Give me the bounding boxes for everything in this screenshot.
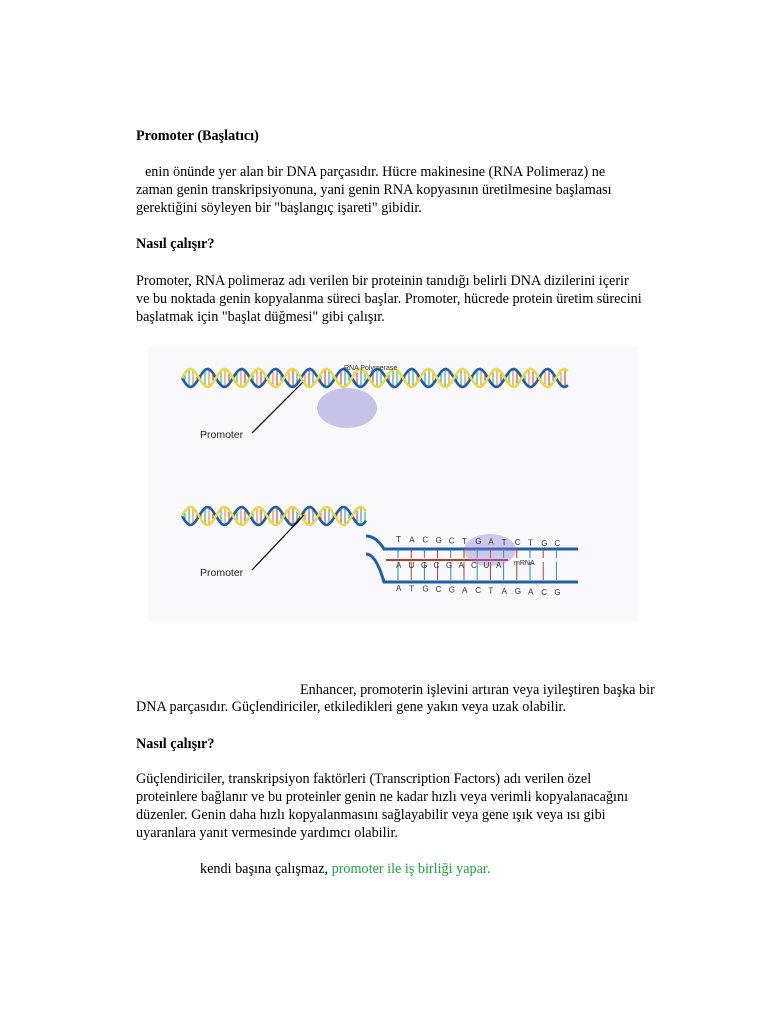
sequence-letter: A — [528, 587, 534, 597]
sequence-letter: C — [514, 538, 521, 548]
sequence-letter: G — [421, 561, 428, 570]
sequence-letter: U — [483, 561, 490, 570]
enhancer-how-line-2: proteinlere bağlanır ve bu proteinler genin ne kadar hızlı veya verimli kopyalanacağını — [136, 789, 629, 805]
sequence-letter: C — [433, 561, 440, 570]
sequence-letter: T — [528, 538, 533, 548]
sequence-letter: C — [475, 586, 481, 596]
promoter-how-line-2: ve bu noktada genin kopyalanma süreci başlar. Promoter, hücrede protein üretim sürecini — [136, 291, 642, 307]
closing-line-plain: kendi başına çalışmaz, — [200, 861, 332, 877]
sequence-letter: A — [462, 585, 468, 595]
sequence-letter: G — [514, 587, 522, 597]
promoter-label-top: Promoter — [200, 429, 244, 441]
sequence-letter: C — [435, 585, 442, 595]
promoter-desc-line-3: gerektiğini söyleyen bir "başlangıç işareti" gibidir. — [136, 200, 422, 216]
sequence-letter: C — [422, 535, 429, 545]
sequence-letter: C — [471, 561, 477, 570]
promoter-how-line-1: Promoter, RNA polimeraz adı verilen bir proteinin tanıdığı belirli DNA dizilerini içerir — [136, 273, 629, 289]
rna-polymerase-label: RNA Polymerase — [344, 365, 398, 372]
heading-how-it-works-2: Nasıl çalışır? — [136, 736, 215, 752]
promoter-how-line-3: başlatmak için "başlat düğmesi" gibi çalışır. — [136, 309, 385, 325]
sequence-letter: T — [396, 535, 401, 544]
sequence-letter: A — [396, 584, 402, 593]
heading-how-it-works-1: Nasıl çalışır? — [136, 236, 215, 252]
closing-line — [200, 861, 490, 879]
sequence-letter: A — [501, 586, 507, 596]
sequence-letter: G — [475, 537, 482, 547]
closing-line-highlight: promoter ile iş birliği yapar. — [331, 861, 491, 877]
sequence-letter: G — [422, 584, 429, 594]
promoter-desc-line-1: enin önünde yer alan bir DNA parçasıdır. Hücre makinesine (RNA Polimeraz) ne — [145, 164, 606, 180]
promoter-desc-line-2: zaman genin transkripsiyonuna, yani genin RNA kopyasının üretilmesine başlaması — [136, 182, 612, 198]
sequence-letter: T — [501, 537, 507, 547]
enhancer-how-line-4: uyaranlara yanıt vermesinde yardımcı olabilir. — [136, 825, 398, 841]
enhancer-how-line-1: Güçlendiriciler, transkripsiyon faktörleri (Transcription Factors) adı verilen özel — [136, 771, 592, 787]
sequence-letter: G — [541, 538, 548, 548]
sequence-letter: U — [408, 561, 415, 570]
sequence-letter: A — [488, 537, 494, 547]
sequence-letter: G — [448, 585, 456, 595]
sequence-letter: T — [409, 584, 415, 594]
sequence-letter: A — [409, 535, 415, 545]
sequence-letter: G — [446, 561, 453, 570]
enhancer-line-2: DNA parçasıdır. Güçlendiriciler, etkiledikleri gene yakın veya uzak olabilir. — [136, 699, 567, 715]
rna-polymerase-blob — [317, 388, 377, 428]
sequence-letter: A — [458, 561, 464, 570]
sequence-letter: A — [496, 561, 502, 570]
promoter-label-bottom: Promoter — [200, 567, 244, 579]
enhancer-line-1: Enhancer, promoterin işlevini artıran veya iyileştiren başka bir — [300, 682, 655, 698]
sequence-letter: G — [435, 536, 442, 546]
sequence-letter: C — [541, 587, 547, 597]
sequence-letter: C — [554, 539, 561, 549]
sequence-letter: G — [554, 588, 561, 598]
sequence-letter: C — [448, 536, 455, 546]
mrna-label: mRNA — [514, 560, 535, 567]
enhancer-how-line-3: düzenler. Genin daha hızlı kopyalanmasını sağlayabilir veya gene ışık veya ısı gibi — [136, 807, 606, 823]
sequence-letter: T — [462, 536, 467, 546]
sequence-letter: T — [488, 586, 494, 596]
transcription-figure — [148, 346, 638, 622]
heading-promoter: Promoter (Başlatıcı) — [136, 128, 259, 144]
sequence-letter: A — [396, 561, 402, 570]
